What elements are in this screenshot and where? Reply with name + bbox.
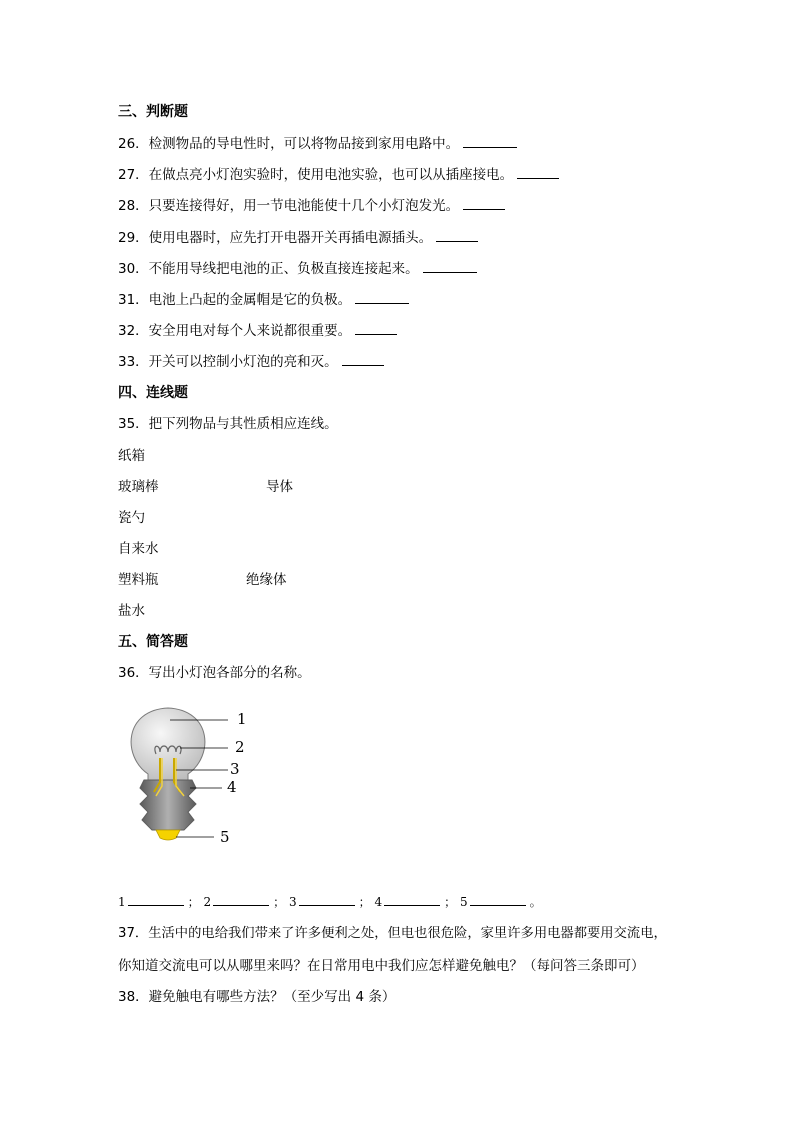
match-item[interactable]: 瓷勺 bbox=[118, 510, 145, 526]
answer-blank[interactable] bbox=[463, 196, 505, 210]
question-text: 28．只要连接得好，用一节电池能使十几个小灯泡发光。 bbox=[118, 198, 460, 214]
answer-blank[interactable] bbox=[436, 228, 478, 242]
question-29 bbox=[118, 228, 478, 248]
match-item[interactable]: 盐水 bbox=[118, 603, 145, 619]
answer-blank[interactable] bbox=[342, 352, 384, 366]
separator: ； bbox=[187, 895, 200, 909]
match-property-insulator[interactable]: 绝缘体 bbox=[246, 572, 287, 588]
answer-number: 5 bbox=[459, 895, 468, 909]
bulb-label-4: 4 bbox=[227, 778, 237, 796]
answer-blank[interactable] bbox=[423, 259, 477, 273]
section-heading-match: 四、连线题 bbox=[118, 385, 188, 401]
answer-blank[interactable] bbox=[470, 892, 526, 906]
bulb-label-3: 3 bbox=[230, 760, 240, 778]
answer-blank[interactable] bbox=[355, 321, 397, 335]
answer-blank[interactable] bbox=[355, 290, 409, 304]
answer-blank[interactable] bbox=[213, 892, 269, 906]
question-text: 26．检测物品的导电性时，可以将物品接到家用电路中。 bbox=[118, 136, 460, 152]
bulb-label-5: 5 bbox=[220, 828, 230, 846]
match-item[interactable]: 玻璃棒 bbox=[118, 479, 159, 495]
answer-number: 3 bbox=[288, 895, 297, 909]
match-property-conductor[interactable]: 导体 bbox=[266, 479, 293, 495]
answer-number: 2 bbox=[203, 895, 212, 909]
answer-number: 4 bbox=[374, 895, 383, 909]
match-item[interactable]: 纸箱 bbox=[118, 448, 145, 464]
question-26 bbox=[118, 134, 517, 154]
match-item[interactable]: 自来水 bbox=[118, 541, 159, 557]
section-heading-short: 五、简答题 bbox=[118, 634, 188, 650]
question-text: 32．安全用电对每个人来说都很重要。 bbox=[118, 323, 352, 339]
question-text: 33．开关可以控制小灯泡的亮和灭。 bbox=[118, 354, 338, 370]
question-36: 36．写出小灯泡各部分的名称。 bbox=[118, 665, 311, 681]
answer-blank[interactable] bbox=[128, 892, 184, 906]
question-text: 31．电池上凸起的金属帽是它的负极。 bbox=[118, 292, 352, 308]
question-37-line-2: 你知道交流电可以从哪里来吗？在日常用电中我们应怎样避免触电？（每问答三条即可） bbox=[118, 958, 645, 974]
answer-blank[interactable] bbox=[517, 165, 559, 179]
section-heading-judge: 三、判断题 bbox=[118, 104, 188, 120]
answer-blank[interactable] bbox=[463, 134, 517, 148]
period: 。 bbox=[529, 895, 542, 909]
question-30 bbox=[118, 259, 477, 279]
bulb-label-1: 1 bbox=[237, 710, 247, 728]
question-27 bbox=[118, 165, 559, 185]
question-31 bbox=[118, 290, 409, 310]
bulb-label-2: 2 bbox=[235, 738, 245, 756]
bulb-answer-line bbox=[118, 892, 542, 912]
light-bulb-diagram bbox=[118, 704, 268, 854]
question-text: 29．使用电器时，应先打开电器开关再插电源插头。 bbox=[118, 230, 433, 246]
separator: ； bbox=[358, 895, 371, 909]
answer-blank[interactable] bbox=[384, 892, 440, 906]
answer-number: 1 bbox=[118, 895, 126, 909]
question-38: 38．避免触电有哪些方法？（至少写出 4 条） bbox=[118, 989, 396, 1005]
separator: ； bbox=[273, 895, 286, 909]
question-35: 35．把下列物品与其性质相应连线。 bbox=[118, 416, 338, 432]
question-28 bbox=[118, 196, 505, 216]
separator: ； bbox=[444, 895, 457, 909]
question-33 bbox=[118, 352, 384, 372]
question-37-line-1: 37．生活中的电给我们带来了许多便利之处，但电也很危险，家里许多用电器都要用交流电， bbox=[118, 926, 667, 941]
answer-blank[interactable] bbox=[299, 892, 355, 906]
question-32 bbox=[118, 321, 397, 341]
question-text: 30．不能用导线把电池的正、负极直接连接起来。 bbox=[118, 261, 419, 277]
question-text: 27．在做点亮小灯泡实验时，使用电池实验，也可以从插座接电。 bbox=[118, 167, 514, 183]
match-item[interactable]: 塑料瓶 bbox=[118, 572, 159, 588]
